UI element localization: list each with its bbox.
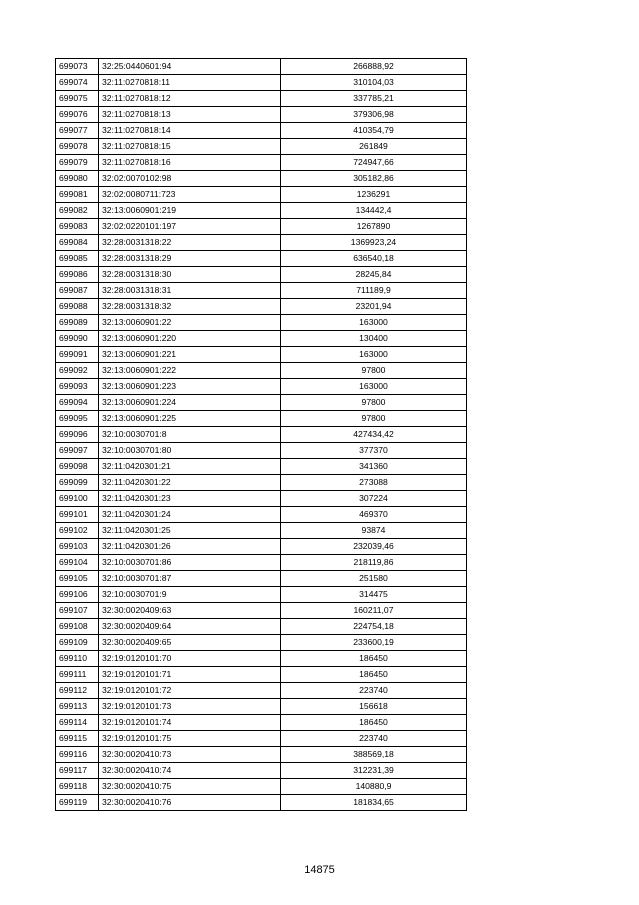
- cadastral-number-cell: 32:11:0270818:16: [99, 155, 281, 171]
- cadastral-number-cell: 32:13:0060901:221: [99, 347, 281, 363]
- cadastral-number-cell: 32:30:0020409:65: [99, 635, 281, 651]
- cadastral-number-cell: 32:11:0420301:23: [99, 491, 281, 507]
- table-row: [56, 315, 467, 331]
- row-id-cell: 699092: [56, 363, 99, 379]
- cadastral-number-cell: 32:02:0080711:723: [99, 187, 281, 203]
- table-row: [56, 443, 467, 459]
- table-row: [56, 587, 467, 603]
- cadastral-number-cell: 32:11:0270818:15: [99, 139, 281, 155]
- table-row: [56, 619, 467, 635]
- row-id-cell: 699085: [56, 251, 99, 267]
- cadastral-number-cell: 32:30:0020410:75: [99, 779, 281, 795]
- table-row: [56, 523, 467, 539]
- row-id-cell: 699101: [56, 507, 99, 523]
- table-row: [56, 395, 467, 411]
- value-cell: 312231,39: [281, 763, 467, 779]
- table-row: [56, 75, 467, 91]
- row-id-cell: 699107: [56, 603, 99, 619]
- cadastral-number-cell: 32:11:0270818:14: [99, 123, 281, 139]
- row-id-cell: 699075: [56, 91, 99, 107]
- value-cell: 261849: [281, 139, 467, 155]
- cadastral-number-cell: 32:30:0020409:63: [99, 603, 281, 619]
- value-cell: 97800: [281, 395, 467, 411]
- value-cell: 251580: [281, 571, 467, 587]
- table-row: [56, 683, 467, 699]
- table-row: [56, 571, 467, 587]
- value-cell: 223740: [281, 731, 467, 747]
- value-cell: 93874: [281, 523, 467, 539]
- row-id-cell: 699099: [56, 475, 99, 491]
- table-row: [56, 491, 467, 507]
- row-id-cell: 699116: [56, 747, 99, 763]
- table-row: [56, 203, 467, 219]
- cadastral-number-cell: 32:19:0120101:71: [99, 667, 281, 683]
- table-row: [56, 251, 467, 267]
- cadastral-number-cell: 32:19:0120101:70: [99, 651, 281, 667]
- value-cell: 636540,18: [281, 251, 467, 267]
- row-id-cell: 699095: [56, 411, 99, 427]
- cadastral-number-cell: 32:28:0031318:29: [99, 251, 281, 267]
- cadastral-number-cell: 32:11:0420301:21: [99, 459, 281, 475]
- value-cell: 410354,79: [281, 123, 467, 139]
- cadastral-number-cell: 32:25:0440601:94: [99, 59, 281, 75]
- table-row: [56, 379, 467, 395]
- value-cell: 186450: [281, 667, 467, 683]
- value-cell: 266888,92: [281, 59, 467, 75]
- table-row: [56, 555, 467, 571]
- row-id-cell: 699104: [56, 555, 99, 571]
- cadastral-number-cell: 32:28:0031318:22: [99, 235, 281, 251]
- value-cell: 218119,86: [281, 555, 467, 571]
- value-cell: 163000: [281, 347, 467, 363]
- cadastral-number-cell: 32:11:0420301:22: [99, 475, 281, 491]
- value-cell: 388569,18: [281, 747, 467, 763]
- value-cell: 232039,46: [281, 539, 467, 555]
- cadastral-number-cell: 32:11:0270818:11: [99, 75, 281, 91]
- cadastral-number-cell: 32:30:0020410:76: [99, 795, 281, 811]
- value-cell: 711189,9: [281, 283, 467, 299]
- value-cell: 156618: [281, 699, 467, 715]
- row-id-cell: 699073: [56, 59, 99, 75]
- value-cell: 1369923,24: [281, 235, 467, 251]
- row-id-cell: 699083: [56, 219, 99, 235]
- value-cell: 23201,94: [281, 299, 467, 315]
- value-cell: 224754,18: [281, 619, 467, 635]
- value-cell: 233600,19: [281, 635, 467, 651]
- row-id-cell: 699086: [56, 267, 99, 283]
- table-row: [56, 795, 467, 811]
- value-cell: 724947,66: [281, 155, 467, 171]
- value-cell: 341360: [281, 459, 467, 475]
- row-id-cell: 699109: [56, 635, 99, 651]
- value-cell: 186450: [281, 651, 467, 667]
- row-id-cell: 699119: [56, 795, 99, 811]
- cadastral-number-cell: 32:19:0120101:73: [99, 699, 281, 715]
- value-cell: 377370: [281, 443, 467, 459]
- row-id-cell: 699115: [56, 731, 99, 747]
- value-cell: 163000: [281, 379, 467, 395]
- value-cell: 1267890: [281, 219, 467, 235]
- row-id-cell: 699077: [56, 123, 99, 139]
- cadastral-number-cell: 32:11:0420301:24: [99, 507, 281, 523]
- table-body: [56, 59, 467, 811]
- row-id-cell: 699097: [56, 443, 99, 459]
- row-id-cell: 699079: [56, 155, 99, 171]
- table-row: [56, 475, 467, 491]
- row-id-cell: 699117: [56, 763, 99, 779]
- table-row: [56, 59, 467, 75]
- table-row: [56, 139, 467, 155]
- cadastral-number-cell: 32:10:0030701:87: [99, 571, 281, 587]
- cadastral-number-cell: 32:10:0030701:86: [99, 555, 281, 571]
- value-cell: 28245,84: [281, 267, 467, 283]
- row-id-cell: 699090: [56, 331, 99, 347]
- value-cell: 186450: [281, 715, 467, 731]
- row-id-cell: 699088: [56, 299, 99, 315]
- value-cell: 181834,65: [281, 795, 467, 811]
- table-row: [56, 331, 467, 347]
- row-id-cell: 699084: [56, 235, 99, 251]
- row-id-cell: 699110: [56, 651, 99, 667]
- row-id-cell: 699105: [56, 571, 99, 587]
- value-cell: 97800: [281, 411, 467, 427]
- table-row: [56, 427, 467, 443]
- cadastral-number-cell: 32:13:0060901:225: [99, 411, 281, 427]
- cadastral-number-cell: 32:30:0020410:73: [99, 747, 281, 763]
- value-cell: 130400: [281, 331, 467, 347]
- row-id-cell: 699113: [56, 699, 99, 715]
- cadastral-number-cell: 32:11:0270818:12: [99, 91, 281, 107]
- page-number: 14875: [304, 864, 335, 876]
- row-id-cell: 699078: [56, 139, 99, 155]
- cadastral-number-cell: 32:13:0060901:224: [99, 395, 281, 411]
- cadastral-number-cell: 32:28:0031318:31: [99, 283, 281, 299]
- value-cell: 1236291: [281, 187, 467, 203]
- table-row: [56, 235, 467, 251]
- table-row: [56, 187, 467, 203]
- table-row: [56, 507, 467, 523]
- cadastral-number-cell: 32:19:0120101:72: [99, 683, 281, 699]
- value-cell: 273088: [281, 475, 467, 491]
- value-cell: 134442,4: [281, 203, 467, 219]
- value-cell: 337785,21: [281, 91, 467, 107]
- row-id-cell: 699106: [56, 587, 99, 603]
- cadastral-number-cell: 32:13:0060901:223: [99, 379, 281, 395]
- value-cell: 427434,42: [281, 427, 467, 443]
- cadastral-number-cell: 32:13:0060901:220: [99, 331, 281, 347]
- row-id-cell: 699080: [56, 171, 99, 187]
- row-id-cell: 699102: [56, 523, 99, 539]
- cadastral-number-cell: 32:30:0020410:74: [99, 763, 281, 779]
- value-cell: 310104,03: [281, 75, 467, 91]
- cadastral-number-cell: 32:10:0030701:8: [99, 427, 281, 443]
- table-row: [56, 779, 467, 795]
- row-id-cell: 699076: [56, 107, 99, 123]
- table-row: [56, 411, 467, 427]
- cadastral-number-cell: 32:13:0060901:22: [99, 315, 281, 331]
- cadastral-number-cell: 32:19:0120101:75: [99, 731, 281, 747]
- cadastral-number-cell: 32:10:0030701:80: [99, 443, 281, 459]
- row-id-cell: 699081: [56, 187, 99, 203]
- value-cell: 307224: [281, 491, 467, 507]
- table-row: [56, 651, 467, 667]
- row-id-cell: 699093: [56, 379, 99, 395]
- cadastral-number-cell: 32:28:0031318:32: [99, 299, 281, 315]
- row-id-cell: 699098: [56, 459, 99, 475]
- table-row: [56, 699, 467, 715]
- row-id-cell: 699087: [56, 283, 99, 299]
- cadastral-number-cell: 32:19:0120101:74: [99, 715, 281, 731]
- cadastral-value-table: [55, 58, 467, 811]
- row-id-cell: 699108: [56, 619, 99, 635]
- table-row: [56, 363, 467, 379]
- row-id-cell: 699118: [56, 779, 99, 795]
- cadastral-number-cell: 32:10:0030701:9: [99, 587, 281, 603]
- cadastral-number-cell: 32:02:0070102:98: [99, 171, 281, 187]
- value-cell: 469370: [281, 507, 467, 523]
- row-id-cell: 699094: [56, 395, 99, 411]
- table-row: [56, 603, 467, 619]
- row-id-cell: 699096: [56, 427, 99, 443]
- table-row: [56, 219, 467, 235]
- row-id-cell: 699103: [56, 539, 99, 555]
- table-row: [56, 459, 467, 475]
- table-row: [56, 283, 467, 299]
- table-row: [56, 747, 467, 763]
- table-row: [56, 123, 467, 139]
- value-cell: 379306,98: [281, 107, 467, 123]
- table-row: [56, 667, 467, 683]
- cadastral-number-cell: 32:11:0420301:26: [99, 539, 281, 555]
- cadastral-number-cell: 32:13:0060901:222: [99, 363, 281, 379]
- table-row: [56, 171, 467, 187]
- cadastral-number-cell: 32:28:0031318:30: [99, 267, 281, 283]
- row-id-cell: 699112: [56, 683, 99, 699]
- value-cell: 314475: [281, 587, 467, 603]
- cadastral-number-cell: 32:11:0270818:13: [99, 107, 281, 123]
- cadastral-number-cell: 32:11:0420301:25: [99, 523, 281, 539]
- table-row: [56, 763, 467, 779]
- row-id-cell: 699100: [56, 491, 99, 507]
- table-row: [56, 731, 467, 747]
- cadastral-number-cell: 32:13:0060901:219: [99, 203, 281, 219]
- table-row: [56, 635, 467, 651]
- value-cell: 305182,86: [281, 171, 467, 187]
- table-row: [56, 347, 467, 363]
- value-cell: 140880,9: [281, 779, 467, 795]
- table-row: [56, 91, 467, 107]
- value-cell: 160211,07: [281, 603, 467, 619]
- table-row: [56, 299, 467, 315]
- row-id-cell: 699082: [56, 203, 99, 219]
- row-id-cell: 699074: [56, 75, 99, 91]
- value-cell: 97800: [281, 363, 467, 379]
- table-row: [56, 155, 467, 171]
- row-id-cell: 699114: [56, 715, 99, 731]
- value-cell: 223740: [281, 683, 467, 699]
- table-row: [56, 539, 467, 555]
- row-id-cell: 699091: [56, 347, 99, 363]
- table-row: [56, 267, 467, 283]
- table-row: [56, 715, 467, 731]
- cadastral-number-cell: 32:02:0220101:197: [99, 219, 281, 235]
- value-cell: 163000: [281, 315, 467, 331]
- cadastral-number-cell: 32:30:0020409:64: [99, 619, 281, 635]
- row-id-cell: 699111: [56, 667, 99, 683]
- table-row: [56, 107, 467, 123]
- row-id-cell: 699089: [56, 315, 99, 331]
